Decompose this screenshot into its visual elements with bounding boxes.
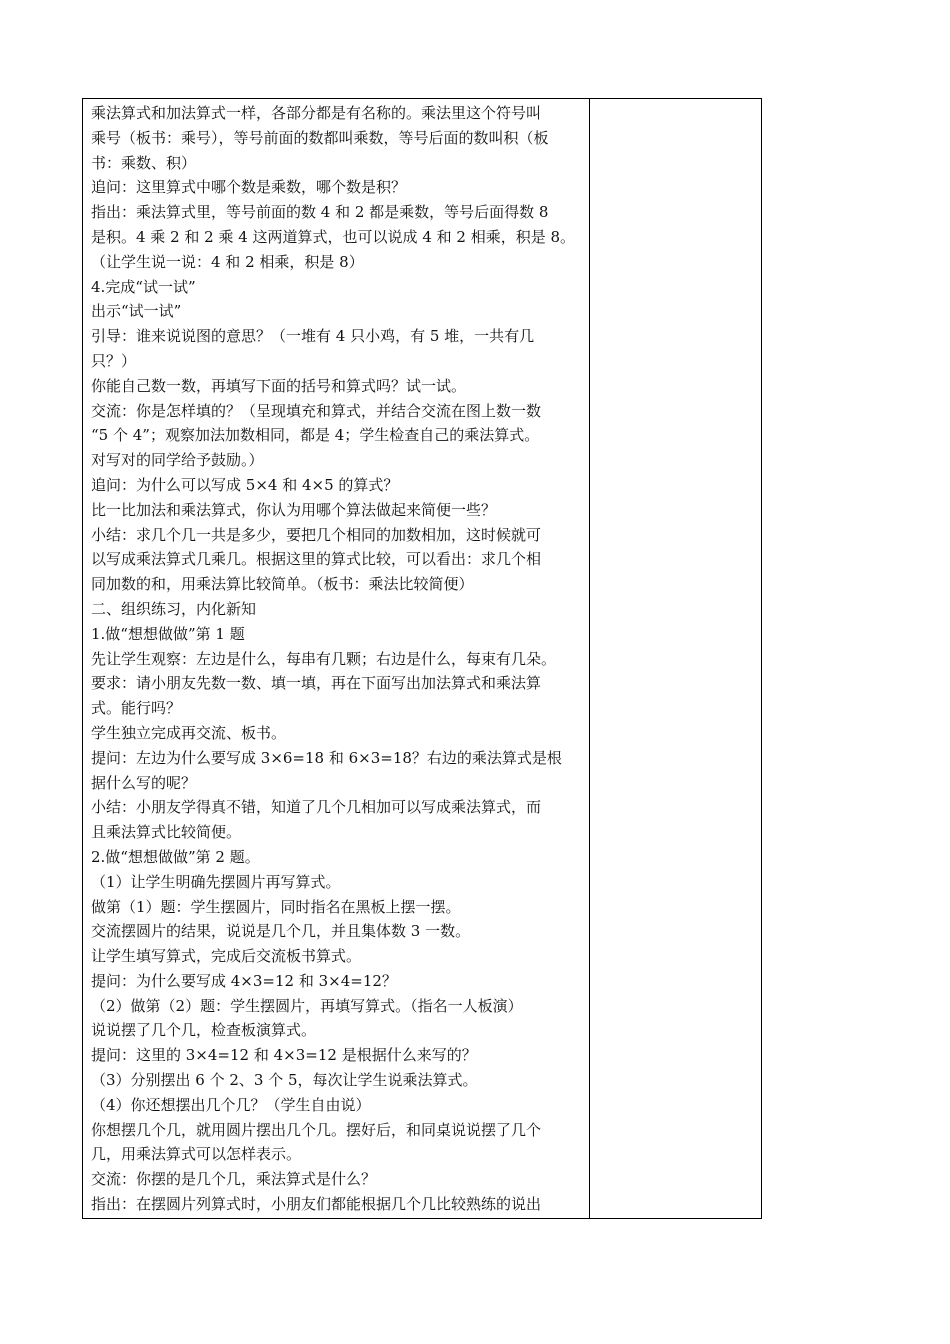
text-line: 你能自己数一数，再填写下面的括号和算式吗？试一试。 bbox=[91, 376, 467, 395]
text-line: 小结：小朋友学得真不错，知道了几个几相加可以写成乘法算式，而 bbox=[91, 798, 542, 817]
text-line: （2）做第（2）题：学生摆圆片，再填写算式。（指名一人板演） bbox=[91, 996, 523, 1015]
text-line: 是积。4 乘 2 和 2 乘 4 这两道算式，也可以说成 4 和 2 相乘，积是 8。 bbox=[91, 227, 576, 246]
text-line: 交流摆圆片的结果，说说是几个几，并且集体数 3 一数。 bbox=[91, 922, 471, 941]
text-line: 提问：为什么要写成 4×3=12 和 3×4=12？ bbox=[91, 971, 397, 990]
text-line: 式。能行吗？ bbox=[91, 699, 182, 718]
text-line: 学生独立完成再交流、板书。 bbox=[91, 723, 287, 742]
text-line: 二、组织练习，内化新知 bbox=[91, 599, 257, 618]
text-line: 据什么写的呢？ bbox=[91, 773, 197, 792]
text-line: （1）让学生明确先摆圆片再写算式。 bbox=[91, 872, 341, 891]
column-divider bbox=[589, 99, 590, 1218]
text-line: 追问：这里算式中哪个数是乘数，哪个数是积？ bbox=[91, 178, 407, 197]
text-line: 让学生填写算式，完成后交流板书算式。 bbox=[91, 947, 362, 966]
text-line: 提问：这里的 3×4=12 和 4×3=12 是根据什么来写的？ bbox=[91, 1046, 477, 1065]
text-line: 以写成乘法算式几乘几。根据这里的算式比较，可以看出：求几个相 bbox=[91, 550, 542, 569]
text-line: 交流：你摆的是几个几，乘法算式是什么？ bbox=[91, 1170, 377, 1189]
text-line: 只？） bbox=[91, 351, 137, 370]
text-line: 且乘法算式比较简便。 bbox=[91, 823, 242, 842]
text-line: 几，用乘法算式可以怎样表示。 bbox=[91, 1145, 302, 1164]
text-line: 2.做“想想做做”第 2 题。 bbox=[91, 847, 260, 866]
text-line: 出示“试一试” bbox=[91, 302, 182, 321]
text-line: 先让学生观察：左边是什么，每串有几颗；右边是什么，每束有几朵。 bbox=[91, 649, 557, 668]
text-line: 对写对的同学给予鼓励。） bbox=[91, 451, 264, 470]
lesson-content-cell bbox=[91, 101, 583, 1217]
text-line: 引导：谁来说说图的意思？（一堆有 4 只小鸡，有 5 堆，一共有几 bbox=[91, 327, 535, 346]
text-line: 同加数的和，用乘法算比较简单。（板书：乘法比较简便） bbox=[91, 575, 474, 594]
text-line: （4）你还想摆出几个几？（学生自由说） bbox=[91, 1095, 371, 1114]
text-line: 你想摆几个几，就用圆片摆出几个几。摆好后，和同桌说说摆了几个 bbox=[91, 1120, 542, 1139]
text-line: 做第（1）题：学生摆圆片，同时指名在黑板上摆一摆。 bbox=[91, 897, 461, 916]
text-line: 4.完成“试一试” bbox=[91, 277, 196, 296]
text-line: 小结：求几个几一共是多少，要把几个相同的加数相加，这时候就可 bbox=[91, 525, 542, 544]
text-line: 1.做“想想做做”第 1 题 bbox=[91, 624, 245, 643]
text-line: 书：乘数、积） bbox=[91, 153, 197, 172]
text-line: （3）分别摆出 6 个 2、3 个 5，每次让学生说乘法算式。 bbox=[91, 1071, 478, 1090]
text-line: 指出：乘法算式里，等号前面的数 4 和 2 都是乘数，等号后面得数 8 bbox=[91, 203, 549, 222]
text-line: 交流：你是怎样填的？（呈现填充和算式，并结合交流在图上数一数 bbox=[91, 401, 542, 420]
text-line: 提问：左边为什么要写成 3×6=18 和 6×3=18？右边的乘法算式是根 bbox=[91, 748, 562, 767]
lesson-plan-table bbox=[82, 98, 762, 1219]
text-line: 指出：在摆圆片列算式时，小朋友们都能根据几个几比较熟练的说出 bbox=[91, 1195, 542, 1214]
text-line: 追问：为什么可以写成 5×4 和 4×5 的算式？ bbox=[91, 475, 399, 494]
text-line: 比一比加法和乘法算式，你认为用哪个算法做起来简便一些？ bbox=[91, 500, 497, 519]
text-line: 乘号（板书：乘号），等号前面的数都叫乘数，等号后面的数叫积（板 bbox=[91, 128, 549, 147]
text-line: 说说摆了几个几，检查板演算式。 bbox=[91, 1021, 317, 1040]
text-line: “5 个 4”；观察加法加数相同，都是 4；学生检查自己的乘法算式。 bbox=[91, 426, 540, 445]
text-line: 要求：请小朋友先数一数、填一填，再在下面写出加法算式和乘法算 bbox=[91, 674, 542, 693]
text-line: （让学生说一说：4 和 2 相乘，积是 8） bbox=[91, 252, 364, 271]
text-line: 乘法算式和加法算式一样，各部分都是有名称的。乘法里这个符号叫 bbox=[91, 104, 542, 122]
